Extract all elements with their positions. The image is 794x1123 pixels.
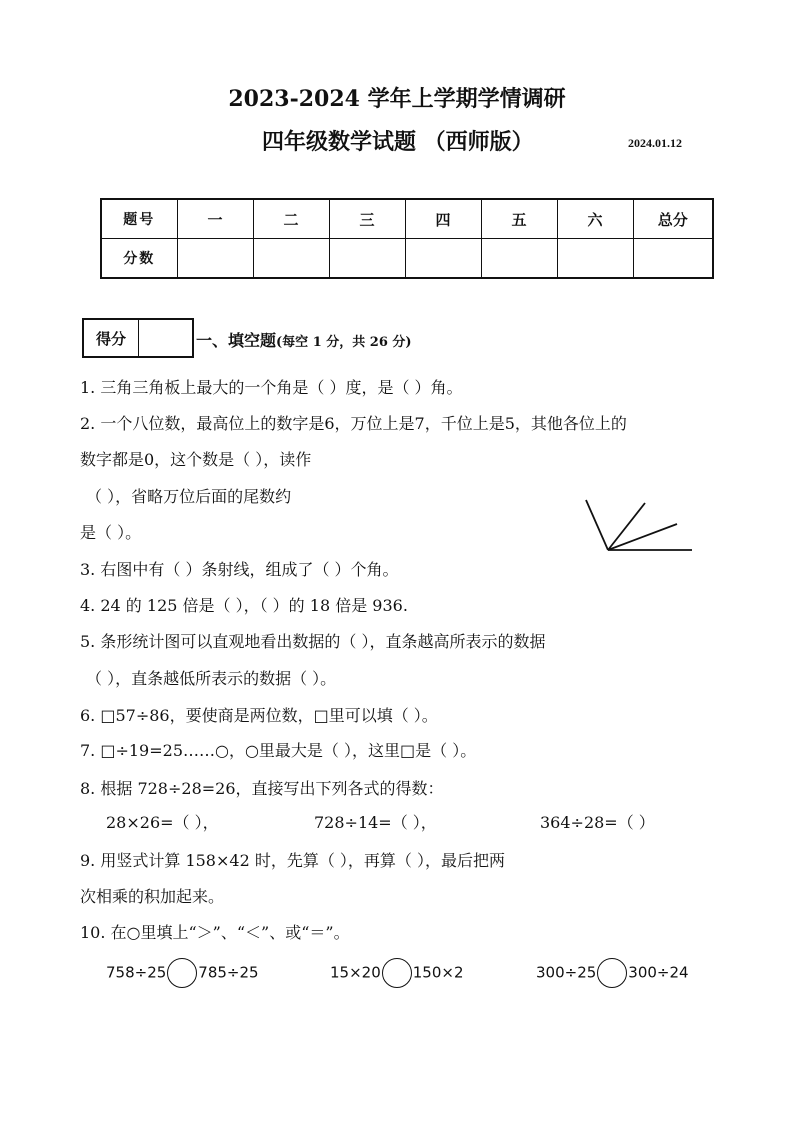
compare-circle[interactable] (382, 958, 412, 988)
question-8-c: 364÷28=（ ） (540, 813, 655, 832)
score-table-score-label: 分数 (101, 239, 177, 279)
question-8-line-1: 8. 根据 728÷28=26，直接写出下列各式的得数： (80, 779, 444, 798)
rays-angle-figure (580, 490, 700, 560)
score-cell[interactable] (557, 239, 633, 279)
score-table (100, 198, 714, 279)
compare-right: 785÷25 (198, 963, 259, 982)
section-score-label: 得分 (84, 320, 139, 356)
score-table-header-cell: 总分 (633, 199, 713, 239)
compare-circle[interactable] (597, 958, 627, 988)
score-table-header-cell: 五 (481, 199, 557, 239)
compare-left: 758÷25 (106, 963, 167, 982)
question-9-line-2: 次相乘的积加起来。 (80, 887, 225, 906)
compare-item-1 (106, 958, 259, 988)
score-table-header-row (101, 199, 713, 239)
compare-left: 300÷25 (536, 963, 597, 982)
question-2-line-2: 数字都是0，这个数是（ ），读作 (80, 450, 312, 469)
score-cell[interactable] (633, 239, 713, 279)
question-7: 7. □÷19=25……○，○里最大是（ ），这里□是（ ）。 (80, 741, 477, 760)
section-score-field[interactable] (139, 320, 192, 356)
question-2-line-1: 2. 一个八位数，最高位上的数字是6，万位上是7，千位上是5，其他各位上的 (80, 414, 627, 433)
score-table-header-cell: 题号 (101, 199, 177, 239)
score-table-header-cell: 六 (557, 199, 633, 239)
question-3: 3. 右图中有（ ）条射线，组成了（ ）个角。 (80, 560, 399, 579)
compare-right: 150×2 (412, 963, 464, 982)
section-title (196, 328, 412, 351)
question-8-a: 28×26=（ ）， (106, 813, 219, 832)
exam-date: 2024.01.12 (628, 136, 682, 150)
exam-title: 2023-2024 学年上学期学情调研 (228, 86, 566, 112)
compare-left: 15×20 (330, 963, 381, 982)
score-cell[interactable] (177, 239, 253, 279)
question-2-line-3: （ ），省略万位后面的尾数约 (86, 487, 292, 506)
score-cell[interactable] (253, 239, 329, 279)
compare-item-2 (330, 958, 464, 988)
question-10: 10. 在○里填上“＞”、“＜”、或“＝”。 (80, 923, 350, 942)
score-table-header-cell: 一 (177, 199, 253, 239)
score-table-header-cell: 二 (253, 199, 329, 239)
question-1: 1. 三角三角板上最大的一个角是（ ）度，是（ ）角。 (80, 378, 463, 397)
question-4: 4. 24 的 125 倍是（ ），（ ）的 18 倍是 936. (80, 596, 408, 615)
question-5-line-2: （ ），直条越低所表示的数据（ ）。 (86, 669, 337, 688)
score-table-header-cell: 三 (329, 199, 405, 239)
ray-line (586, 500, 608, 550)
compare-right: 300÷24 (628, 963, 689, 982)
question-5-line-1: 5. 条形统计图可以直观地看出数据的（ ），直条越高所表示的数据 (80, 632, 546, 651)
compare-item-3 (536, 958, 689, 988)
score-table-header-cell: 四 (405, 199, 481, 239)
section-score-box (82, 318, 194, 358)
question-9-line-1: 9. 用竖式计算 158×42 时，先算（ ），再算（ ），最后把两 (80, 851, 506, 870)
section-title-text: 一、填空题 (196, 331, 277, 350)
question-6: 6. □57÷86，要使商是两位数，□里可以填（ ）。 (80, 706, 438, 725)
score-cell[interactable] (329, 239, 405, 279)
question-2-line-4: 是（ ）。 (80, 523, 142, 542)
score-cell[interactable] (405, 239, 481, 279)
score-table-score-row (101, 239, 713, 279)
question-8-b: 728÷14=（ ）， (314, 813, 437, 832)
section-note: (每空 1 分，共 26 分) (276, 335, 412, 350)
score-cell[interactable] (481, 239, 557, 279)
compare-circle[interactable] (167, 958, 197, 988)
exam-subtitle: 四年级数学试题 （西师版） (262, 129, 534, 155)
